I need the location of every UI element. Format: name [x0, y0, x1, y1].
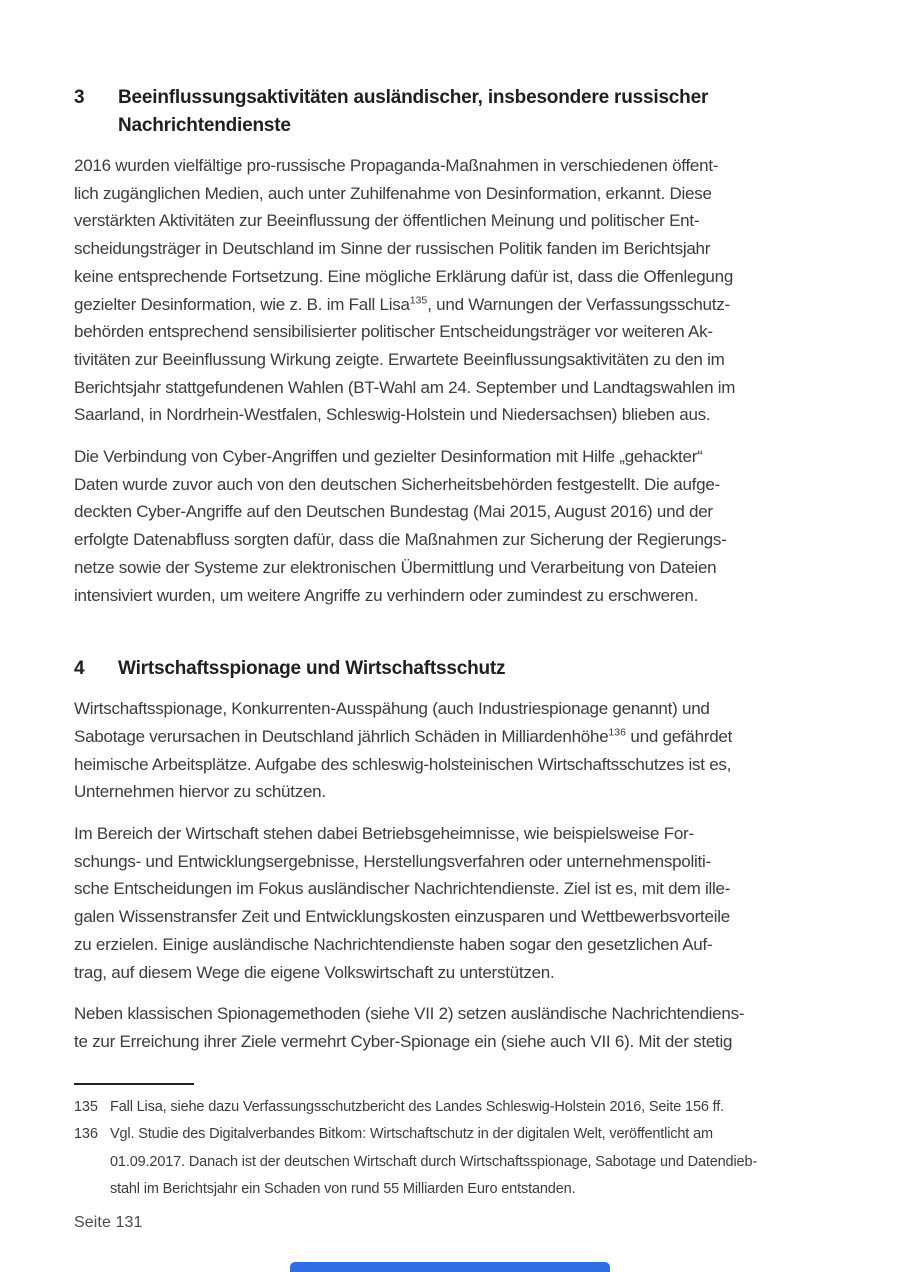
- paragraph: [74, 820, 834, 986]
- footnote-number: 135: [74, 1098, 98, 1115]
- section-number: 4: [74, 658, 85, 680]
- text-line: Unternehmen hiervor zu schützen.: [74, 782, 326, 802]
- text-line: Neben klassischen Spionagemethoden (siehe VII 2) setzen ausländische Nachrichtendiens-: [74, 1004, 745, 1024]
- text-line: deckten Cyber-Angriffe auf den Deutschen Bundestag (Mai 2015, August 2016) und der: [74, 502, 713, 522]
- text-line: Im Bereich der Wirtschaft stehen dabei Betriebsgeheimnisse, wie beispielsweise For-: [74, 824, 694, 844]
- footnote-text: [110, 1094, 724, 1122]
- text-line: Fall Lisa, siehe dazu Verfassungsschutzbericht des Landes Schleswig-Holstein 2016, Seite 156 ff.: [110, 1098, 725, 1115]
- paragraph: [74, 443, 834, 609]
- footnote-reference: 135: [409, 293, 428, 306]
- text-line: Daten wurde zuvor auch von den deutschen Sicherheitsbehörden festgestellt. Die aufge-: [74, 474, 720, 494]
- page-content: [74, 84, 834, 1232]
- footnotes: [74, 1094, 834, 1204]
- text-line: behörden entsprechend sensibilisierter politischer Entscheidungsträger vor weiteren Ak-: [74, 322, 713, 342]
- paragraph: [74, 1000, 834, 1055]
- section-title: [118, 84, 708, 140]
- text-line: intensiviert wurden, um weitere Angriffe zu verhindern oder zumindest zu erschweren.: [74, 585, 699, 605]
- footnote-number: 136: [74, 1126, 98, 1143]
- footnote-reference: 136: [608, 726, 626, 739]
- text-line: netze sowie der Systeme zur elektronischen Übermittlung und Verarbeitung von Dateien: [74, 557, 717, 577]
- section-number: 3: [74, 87, 85, 108]
- text-line: zu erzielen. Einige ausländische Nachrichtendienste haben sogar den gesetzlichen Auf-: [74, 934, 713, 954]
- section-heading: [74, 655, 834, 683]
- footnote: [74, 1094, 834, 1122]
- text-line: keine entsprechende Fortsetzung. Eine mögliche Erklärung dafür ist, dass die Offenlegung: [74, 266, 734, 286]
- text-line: heimische Arbeitsplätze. Aufgabe des schleswig-holsteinischen Wirtschaftsschutzes ist es,: [74, 754, 732, 774]
- text-line: 2016 wurden vielfältige pro-russische Propaganda-Maßnahmen in verschiedenen öffent-: [74, 156, 719, 175]
- text-line: Nachrichtendienste: [118, 115, 291, 136]
- text-line: tivitäten zur Beeinflussung Wirkung zeigte. Erwartete Beeinflussungsaktivitäten zu den im: [74, 349, 725, 369]
- text-line: verstärkten Aktivitäten zur Beeinflussung der öffentlichen Meinung und politischer Ent-: [74, 211, 700, 231]
- text-line: Die Verbindung von Cyber-Angriffen und gezielter Desinformation mit Hilfe „gehackter“: [74, 447, 703, 467]
- paragraph: [74, 695, 834, 806]
- text-line: Saarland, in Nordrhein-Westfalen, Schleswig-Holstein und Niedersachsen) blieben aus.: [74, 405, 711, 425]
- text-line: sche Entscheidungen im Fokus ausländischer Nachrichtendienste. Ziel ist es, mit dem ille-: [74, 879, 731, 899]
- text-line: stahl im Berichtsjahr ein Schaden von rund 55 Milliarden Euro entstanden.: [110, 1181, 576, 1198]
- text-line: erfolgte Datenabfluss sorgten dafür, dass die Maßnahmen zur Sicherung der Regierungs-: [74, 530, 727, 550]
- paragraph: [74, 152, 834, 429]
- text-line: lich zugänglichen Medien, auch unter Zuhilfenahme von Desinformation, erkannt. Diese: [74, 183, 712, 203]
- text-line: Vgl. Studie des Digitalverbandes Bitkom: Wirtschaftschutz in der digitalen Welt, veröffentlicht am: [110, 1126, 713, 1143]
- text-line: trag, auf diesem Wege die eigene Volkswirtschaft zu unterstützen.: [74, 962, 555, 982]
- text-line: galen Wissenstransfer Zeit und Entwicklungskosten einzusparen und Wettbewerbsvorteile: [74, 907, 730, 927]
- footnote: [74, 1121, 834, 1204]
- text-line: 01.09.2017. Danach ist der deutschen Wirtschaft durch Wirtschaftsspionage, Sabotage und Datendieb-: [110, 1153, 758, 1170]
- section-title: [118, 655, 505, 683]
- text-line: schungs- und Entwicklungsergebnisse, Herstellungsverfahren oder unternehmenspoliti-: [74, 851, 711, 871]
- text-line: scheidungsträger in Deutschland im Sinne der russischen Politik fanden im Berichtsjahr: [74, 239, 711, 259]
- text-line: gezielter Desinformation, wie z. B. im Fall Lisa$^{135}$, und Warnungen der Verfassungsschutz-: [74, 293, 730, 314]
- section-heading: [74, 84, 834, 140]
- text-line: Sabotage verursachen in Deutschland jährlich Schäden in Milliardenhöhe$^{136}$ und gefährdet: [74, 726, 733, 746]
- text-line: Berichtsjahr stattgefundenen Wahlen (BT-Wahl am 24. September und Landtagswahlen im: [74, 377, 736, 397]
- text-line: Beeinflussungsaktivitäten ausländischer, insbesondere russischer: [118, 87, 709, 108]
- text-line: te zur Erreichung ihrer Ziele vermehrt Cyber-Spionage ein (siehe auch VII 6). Mit der stetig: [74, 1031, 733, 1051]
- scroll-indicator-bar[interactable]: [290, 1262, 610, 1272]
- text-line: Wirtschaftsspionage, Konkurrenten-Ausspähung (auch Industriespionage genannt) und: [74, 699, 710, 719]
- footnote-separator-rule: [74, 1083, 194, 1085]
- text-line: Wirtschaftsspionage und Wirtschaftsschutz: [118, 658, 506, 680]
- footnote-text: [110, 1121, 757, 1204]
- page-number-label: Seite 131: [74, 1213, 143, 1231]
